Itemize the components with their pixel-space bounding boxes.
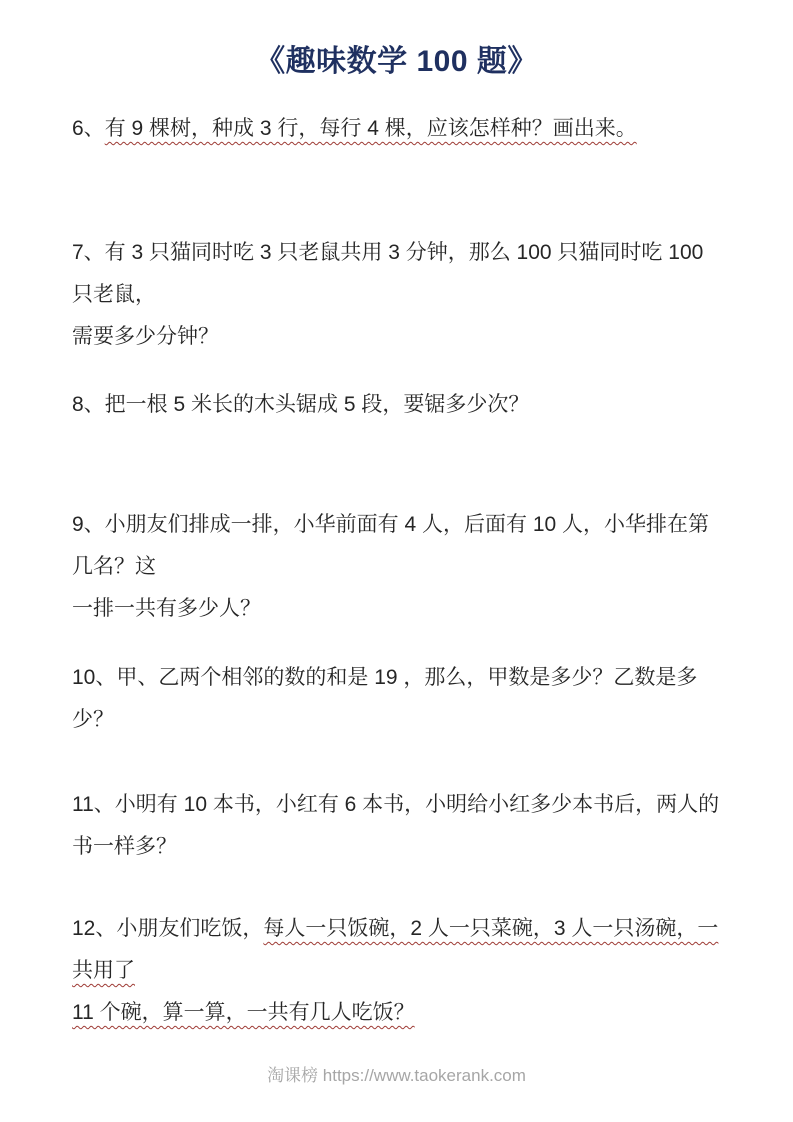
question-8-line-1 bbox=[72, 384, 724, 426]
question-text-underlined: 有 9 棵树，种成 3 行，每行 4 棵，应该怎样种？画出来。 bbox=[104, 117, 637, 140]
question-text: 11、小明有 10 本书，小红有 6 本书，小明给小红多少本书后，两人的书一样多？ bbox=[72, 793, 720, 858]
question-10 bbox=[72, 657, 724, 741]
page-title: 《趣味数学 100 题》 bbox=[255, 45, 538, 78]
question-6 bbox=[72, 108, 724, 150]
question-text: 需要多少分钟？ bbox=[72, 325, 219, 348]
question-12 bbox=[72, 908, 724, 1034]
question-text-underlined: 每人一只饭碗，2 人一只菜碗，3 人一只汤碗，一共用了 bbox=[72, 917, 719, 982]
footer bbox=[0, 1064, 793, 1088]
question-12-line-1 bbox=[72, 908, 724, 992]
question-text: 7、有 3 只猫同时吃 3 只老鼠共用 3 分钟，那么 100 只猫同时吃 100 只老鼠， bbox=[72, 241, 710, 306]
footer-text: 淘课榜 https://www.taokerank.com bbox=[267, 1066, 526, 1085]
question-text: 12、小朋友们吃饭， bbox=[72, 917, 264, 940]
question-text: 10、甲、乙两个相邻的数的和是 19 ，那么，甲数是多少？乙数是多少？ bbox=[72, 666, 698, 731]
question-text: 一排一共有多少人？ bbox=[72, 597, 261, 620]
question-8 bbox=[72, 384, 724, 426]
question-9-line-1 bbox=[72, 504, 724, 588]
question-7-line-1 bbox=[72, 232, 724, 316]
question-text: 6、 bbox=[72, 117, 105, 140]
question-text: 8、把一根 5 米长的木头锯成 5 段，要锯多少次？ bbox=[72, 393, 530, 416]
question-11 bbox=[72, 784, 724, 868]
question-11-line-1 bbox=[72, 784, 724, 868]
question-7-line-2 bbox=[72, 316, 724, 358]
question-text: 9、小朋友们排成一排，小华前面有 4 人，后面有 10 人，小华排在第几名？这 bbox=[72, 513, 710, 578]
question-10-line-1 bbox=[72, 657, 724, 741]
question-text-underlined: 11 个碗，算一算，一共有几人吃饭？ bbox=[72, 1001, 415, 1024]
question-9-line-2 bbox=[72, 588, 724, 630]
question-6-line-1 bbox=[72, 108, 724, 150]
question-9 bbox=[72, 504, 724, 630]
question-12-line-2 bbox=[72, 992, 724, 1034]
question-7 bbox=[72, 232, 724, 358]
